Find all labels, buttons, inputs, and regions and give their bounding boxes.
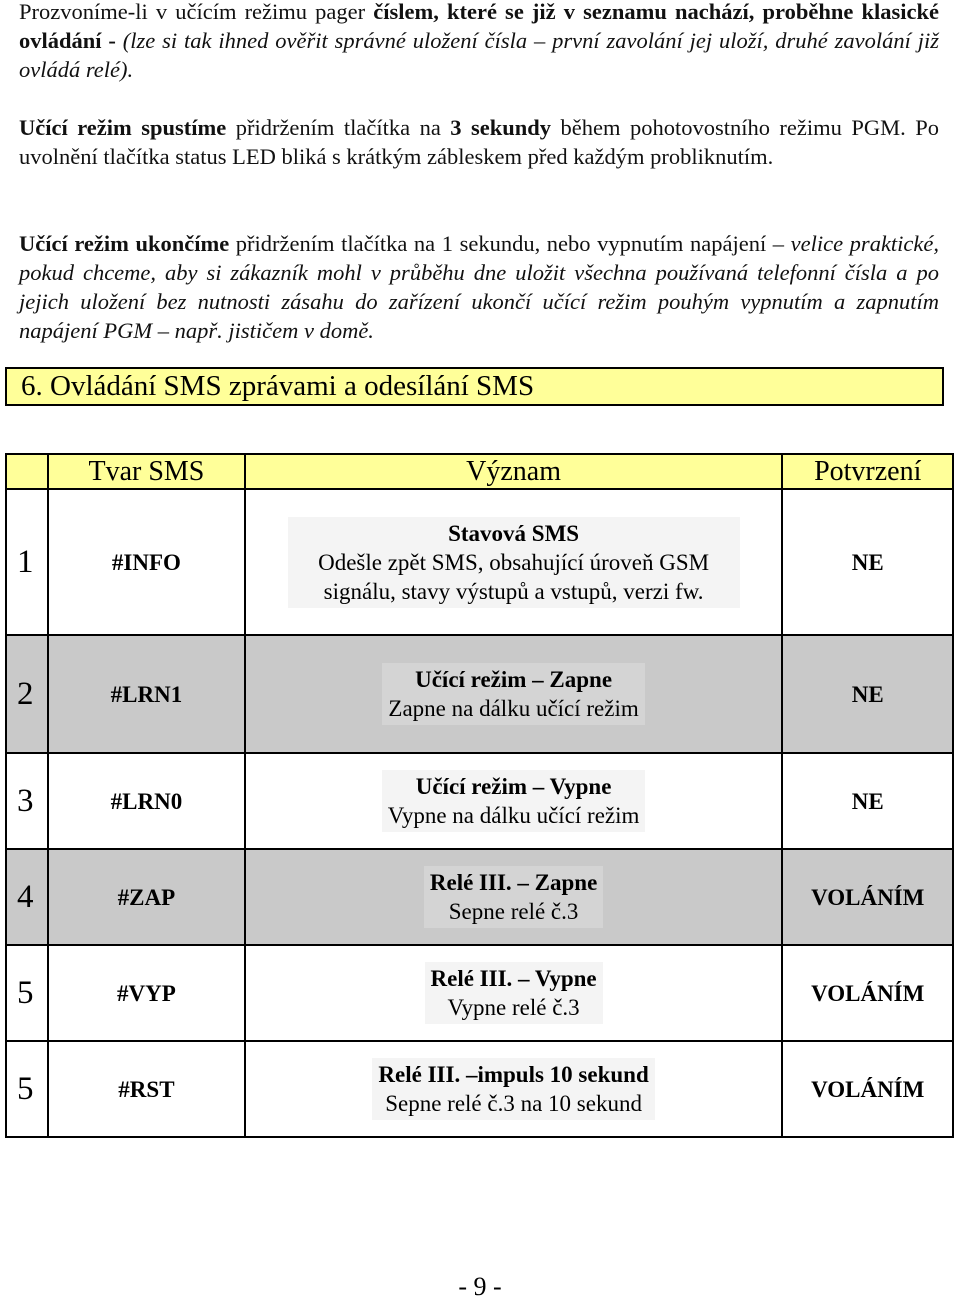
section-heading-box bbox=[5, 367, 944, 406]
table-row bbox=[6, 489, 953, 635]
row-num: 5 bbox=[6, 1041, 48, 1137]
table-row bbox=[6, 1041, 953, 1137]
table-row bbox=[6, 753, 953, 849]
row-confirm: NE bbox=[782, 489, 953, 635]
row-meaning-desc: Vypne na dálku učící režim bbox=[387, 803, 640, 828]
row-meaning bbox=[245, 753, 783, 849]
table-row bbox=[6, 945, 953, 1041]
p2-bold-a: Učící režim spustíme bbox=[19, 115, 227, 140]
p2-text-b: přidržením tlačítka na bbox=[226, 115, 451, 140]
row-meaning-desc: Sepne relé č.3 na 10 sekund bbox=[385, 1091, 642, 1116]
row-cmd: #VYP bbox=[48, 945, 245, 1041]
row-confirm: VOLÁNÍM bbox=[782, 945, 953, 1041]
table-row bbox=[6, 849, 953, 945]
header-num bbox=[6, 454, 48, 489]
row-cmd: #LRN1 bbox=[48, 635, 245, 753]
row-confirm: NE bbox=[782, 753, 953, 849]
row-confirm: NE bbox=[782, 635, 953, 753]
p2-bold-c: 3 sekundy bbox=[450, 115, 552, 140]
row-meaning bbox=[245, 1041, 783, 1137]
paragraph-learning-start bbox=[19, 113, 939, 171]
p3-bold: Učící režim ukončíme bbox=[19, 231, 230, 256]
p1-bold: číslem, které se již v seznamu nachází, proběhne klasické ovládání - bbox=[19, 0, 939, 53]
row-confirm: VOLÁNÍM bbox=[782, 1041, 953, 1137]
row-meaning bbox=[245, 945, 783, 1041]
table-header-row bbox=[6, 454, 953, 489]
p2-text-d: během pohotovostního režimu PGM. Po uvolnění tlačítka status LED bliká s krátkým zábleskem před každým probliknutím. bbox=[19, 115, 939, 169]
row-meaning-title: Učící režim – Zapne bbox=[415, 667, 613, 692]
p1-italic: (lze si tak ihned ověřit správné uložení čísla – první zavolání jej uloží, druhé zavolání již ovládá relé). bbox=[19, 28, 939, 82]
header-confirm: Potvrzení bbox=[782, 454, 953, 489]
row-num: 2 bbox=[6, 635, 48, 753]
p3-text: přidržením tlačítka na 1 sekundu, nebo vypnutím napájení – bbox=[229, 231, 791, 256]
row-cmd: #RST bbox=[48, 1041, 245, 1137]
row-meaning-title: Relé III. –impuls 10 sekund bbox=[378, 1062, 649, 1087]
row-meaning bbox=[245, 635, 783, 753]
row-cmd: #LRN0 bbox=[48, 753, 245, 849]
header-cmd: Tvar SMS bbox=[48, 454, 245, 489]
row-num: 4 bbox=[6, 849, 48, 945]
paragraph-learning-end bbox=[19, 229, 939, 345]
table-row bbox=[6, 635, 953, 753]
row-meaning-desc: Odešle zpět SMS, obsahující úroveň GSM signálu, stavy výstupů a vstupů, verzi fw. bbox=[318, 549, 710, 604]
row-meaning-desc: Zapne na dálku učící režim bbox=[388, 696, 639, 721]
row-meaning-title: Relé III. – Zapne bbox=[429, 870, 598, 895]
row-meaning-title: Stavová SMS bbox=[448, 520, 580, 546]
row-confirm: VOLÁNÍM bbox=[782, 849, 953, 945]
header-meaning: Význam bbox=[245, 454, 783, 489]
row-meaning-desc: Vypne relé č.3 bbox=[447, 995, 580, 1020]
row-num: 3 bbox=[6, 753, 48, 849]
row-meaning-title: Učící režim – Vypne bbox=[415, 774, 612, 799]
row-meaning-desc: Sepne relé č.3 bbox=[448, 899, 579, 924]
p3-italic: velice praktické, pokud chceme, aby si zákazník mohl v průběhu dne uložit všechna používaná telefonní čísla a po jejich uložení bez nutnosti zásahu do zařízení ukončí učící režim pouhým vypnutím a zapnutím napájení PGM – např. jističem v domě. bbox=[19, 231, 940, 343]
row-num: 1 bbox=[6, 489, 48, 635]
page-number: - 9 - bbox=[458, 1272, 502, 1301]
row-meaning bbox=[245, 849, 783, 945]
p1-text: Prozvoníme-li v učícím režimu pager bbox=[19, 0, 374, 24]
section-heading: 6. Ovládání SMS zprávami a odesílání SMS bbox=[21, 370, 535, 402]
row-cmd: #INFO bbox=[48, 489, 245, 635]
row-num: 5 bbox=[6, 945, 48, 1041]
row-meaning-title: Relé III. – Vypne bbox=[430, 966, 597, 991]
row-meaning bbox=[245, 489, 783, 635]
paragraph-learning-call bbox=[19, 0, 939, 84]
sms-command-table bbox=[5, 453, 954, 1138]
row-cmd: #ZAP bbox=[48, 849, 245, 945]
